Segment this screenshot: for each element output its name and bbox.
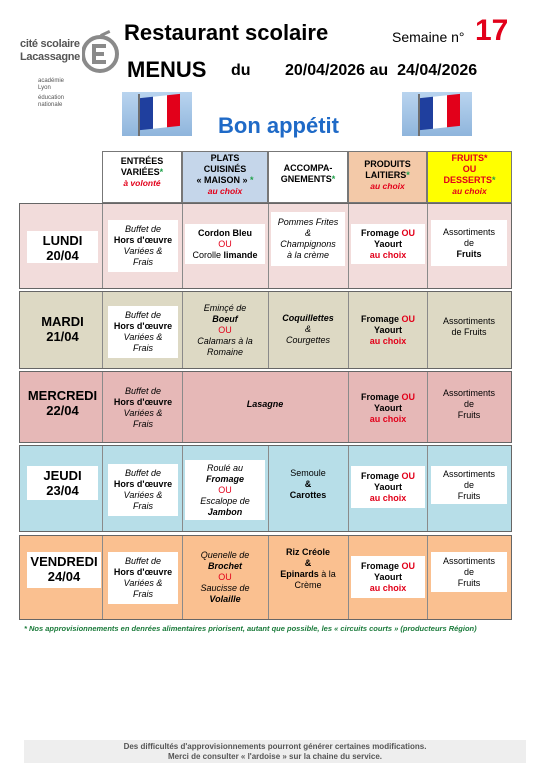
day-row-mercredi xyxy=(19,371,512,443)
logo-education: éducation xyxy=(38,95,65,101)
logo-text-line2: Lacassagne xyxy=(20,51,80,63)
day-row-lundi xyxy=(19,203,512,289)
accompagnement-cell: Pommes Frites & Champignons à la crème xyxy=(271,212,345,266)
plat-cell: Cordon Bleu OU Corolle limande xyxy=(185,224,265,264)
laitier-cell: Fromage OU Yaourt au choix xyxy=(351,556,425,598)
entree-cell: Buffet de Hors d'œuvre Variées & Frais xyxy=(108,552,178,604)
entree-cell: Buffet de Hors d'œuvre Variées & Frais xyxy=(108,464,178,516)
logo-nationale: nationale xyxy=(38,102,63,108)
du-label: du xyxy=(231,62,251,79)
accompagnement-cell: Riz Créole & Epinards à la Crème xyxy=(280,547,336,590)
day-row-vendredi xyxy=(19,535,512,620)
day-row-jeudi xyxy=(19,445,512,532)
supply-notice xyxy=(24,740,526,763)
logo-e-icon xyxy=(82,30,122,76)
logo-lyon: Lyon xyxy=(38,85,51,91)
french-flag-left xyxy=(122,92,192,136)
week-label: Semaine n° xyxy=(392,29,465,45)
column-header-laitiers: PRODUITS LAITIERS* au choix xyxy=(348,151,427,203)
entree-cell: Buffet de Hors d'œuvre Variées & Frais xyxy=(108,306,178,358)
logo-text-line1: cité scolaire xyxy=(20,38,80,50)
column-header-accompagnements: ACCOMPA- GNEMENTS* xyxy=(268,151,348,203)
day-row-mardi xyxy=(19,291,512,369)
plat-cell: Roulé au Fromage OU Escalope de Jambon xyxy=(185,460,265,520)
page-title: Restaurant scolaire xyxy=(124,20,329,45)
laitier-cell: Fromage OU Yaourt au choix xyxy=(351,224,425,264)
laitier-cell: Fromage OU Yaourt au choix xyxy=(360,313,415,346)
week-number: 17 xyxy=(475,14,509,47)
fruit-cell: Assortiments de Fruits xyxy=(442,387,495,420)
supply-notice-line1: Des difficultés d'approvisionnements pourront générer certaines modifications. xyxy=(123,742,427,751)
fruit-cell: Assortiments de Fruits xyxy=(431,466,507,504)
date-range: 20/04/2026 au 24/04/2026 xyxy=(285,62,478,79)
column-header-plats: PLATS CUISINÉS « MAISON » * au choix xyxy=(182,151,268,203)
plat-cell: Eminçé de Boeuf OU Calamars à la Romaine xyxy=(197,302,253,357)
column-header-fruits: FRUITS* OU DESSERTS* au choix xyxy=(427,151,512,203)
day-label-lundi: LUNDI 20/04 xyxy=(27,231,98,263)
entree-cell: Buffet de Hors d'œuvre Variées & Frais xyxy=(113,386,173,429)
french-flag-right xyxy=(402,92,472,136)
day-label-jeudi: JEUDI 23/04 xyxy=(27,466,98,500)
bon-appetit-heading: Bon appétit xyxy=(218,113,339,138)
fruit-cell: Assortiments de Fruits xyxy=(431,220,507,266)
school-logo xyxy=(20,26,110,116)
day-label-mardi: MARDI 21/04 xyxy=(41,314,84,344)
entree-cell: Buffet de Hors d'œuvre Variées & Frais xyxy=(108,220,178,272)
laitier-cell: Fromage OU Yaourt au choix xyxy=(351,466,425,508)
day-label-vendredi: VENDREDI 24/04 xyxy=(27,552,101,588)
column-header-entrees: ENTRÉES VARIÉES* à volonté xyxy=(102,151,182,203)
laitier-cell: Fromage OU Yaourt au choix xyxy=(360,391,415,424)
plat-cell: Lasagne xyxy=(246,398,284,409)
fruit-cell: Assortiments de Fruits xyxy=(431,552,507,592)
day-label-mercredi: MERCREDI 22/04 xyxy=(27,388,98,418)
plat-cell: Quenelle de Brochet OU Saucisse de Volaille xyxy=(200,549,250,604)
logo-academie: académie xyxy=(38,78,65,84)
accompagnement-cell: Semoule & Carottes xyxy=(289,467,327,500)
menus-label: MENUS xyxy=(127,57,207,82)
supply-notice-line2: Merci de consulter « l'ardoise » sur la chaine du service. xyxy=(168,752,382,761)
accompagnement-cell: Coquillettes & Courgettes xyxy=(282,312,334,345)
fruit-cell: Assortiments de Fruits xyxy=(442,316,495,337)
circuits-courts-footnote: * Nos approvisionnements en denrées alimentaires priorisent, autant que possible, les « circuits courts » (producteurs Région) xyxy=(24,624,477,633)
